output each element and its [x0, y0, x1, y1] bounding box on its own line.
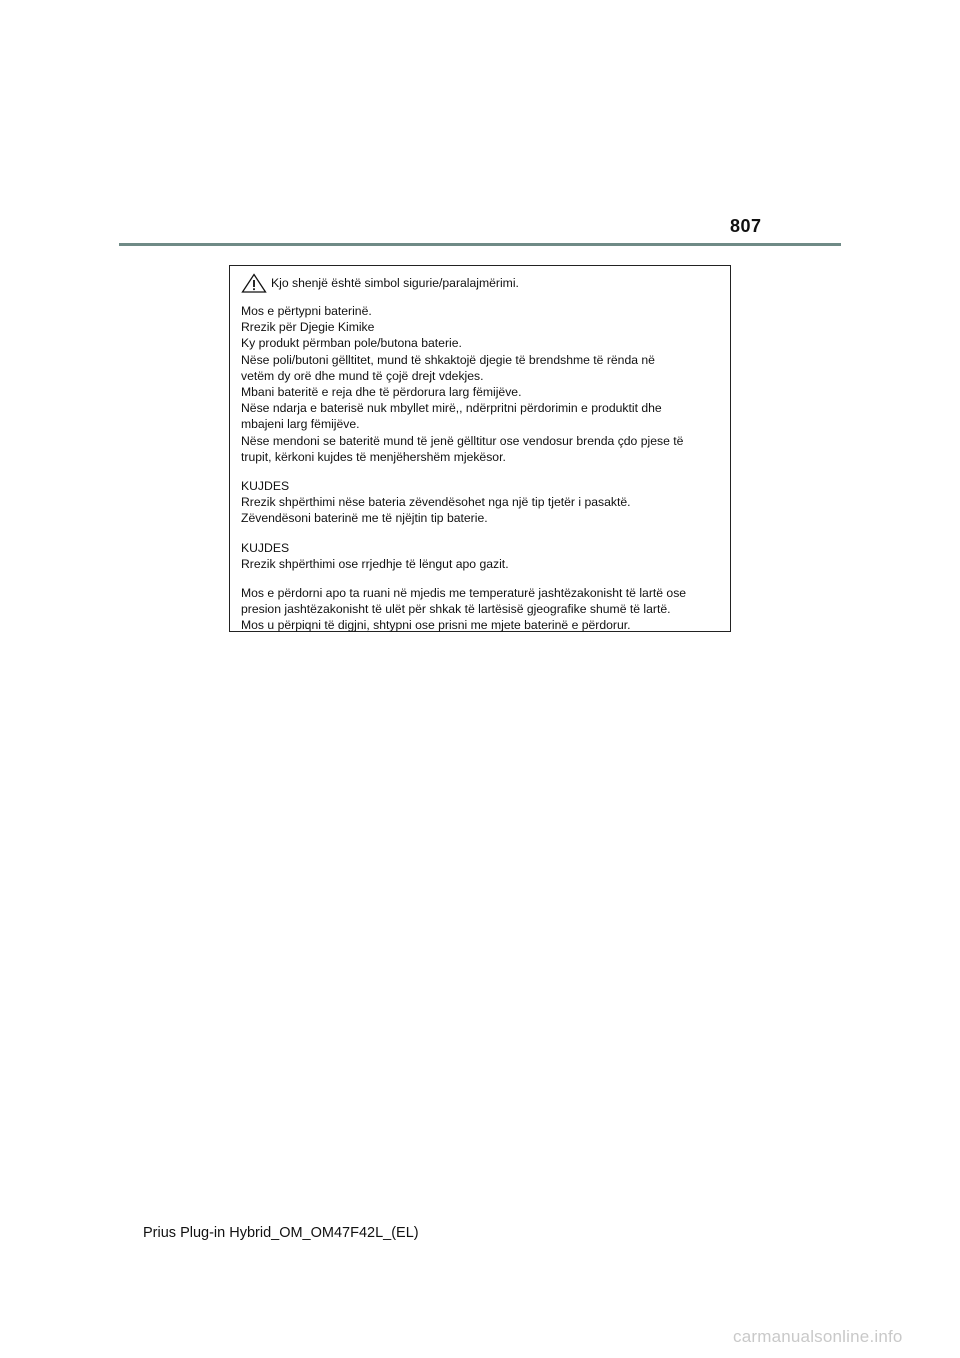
- warning-line: Mos e përdorni apo ta ruani në mjedis me temperaturë jashtëzakonisht të lartë ose: [241, 586, 687, 601]
- warning-line: Rrezik shpërthimi nëse bateria zëvendësohet nga një tip tjetër i pasaktë.: [241, 495, 631, 510]
- warning-line: KUJDES: [241, 479, 290, 494]
- warning-line: mbajeni larg fëmijëve.: [241, 417, 360, 432]
- warning-line: Rrezik shpërthimi ose rrjedhje të lëngut apo gazit.: [241, 556, 509, 571]
- warning-header: [241, 273, 718, 293]
- warning-line: Zëvendësoni baterinë me të njëjtin tip baterie.: [241, 511, 488, 526]
- warning-line: Rrezik për Djegie Kimike: [241, 320, 375, 335]
- warning-line: KUJDES: [241, 540, 290, 555]
- page-number: 807: [730, 216, 762, 236]
- footer-document-id: Prius Plug-in Hybrid_OM_OM47F42L_(EL): [143, 1225, 419, 1241]
- warning-paragraph-2: [241, 478, 718, 527]
- warning-triangle-icon: [241, 273, 267, 293]
- warning-line: trupit, kërkoni kujdes të menjëhershëm mjekësor.: [241, 449, 506, 464]
- warning-line: Nëse poli/butoni gëlltitet, mund të shkaktojë djegie të brendshme të rënda në: [241, 352, 655, 367]
- warning-header-text: Kjo shenjë është simbol sigurie/paralajmërimi.: [271, 275, 519, 290]
- warning-line: Nëse ndarja e baterisë nuk mbyllet mirë,, ndërpritni përdorimin e produktit dhe: [241, 401, 662, 416]
- warning-line: Mbani bateritë e reja dhe të përdorura larg fëmijëve.: [241, 385, 522, 400]
- warning-paragraph-1: [241, 303, 718, 465]
- warning-line: Mos u përpiqni të digjni, shtypni ose prisni me mjete baterinë e përdorur.: [241, 618, 631, 633]
- warning-line: Nëse mendoni se bateritë mund të jenë gëlltitur ose vendosur brenda çdo pjese të: [241, 433, 684, 448]
- header-rule: [119, 243, 841, 246]
- warning-line: Ky produkt përmban pole/butona baterie.: [241, 336, 462, 351]
- warning-line: vetëm dy orë dhe mund të çojë drejt vdekjes.: [241, 368, 484, 383]
- watermark: carmanualsonline.info: [733, 1327, 903, 1346]
- warning-line: presion jashtëzakonisht të ulët për shkak të lartësisë gjeografike shumë të lartë.: [241, 602, 671, 617]
- warning-paragraph-3: [241, 540, 718, 572]
- warning-paragraph-4: [241, 585, 718, 634]
- warning-box: [229, 265, 731, 632]
- warning-line: Mos e përtypni baterinë.: [241, 304, 372, 318]
